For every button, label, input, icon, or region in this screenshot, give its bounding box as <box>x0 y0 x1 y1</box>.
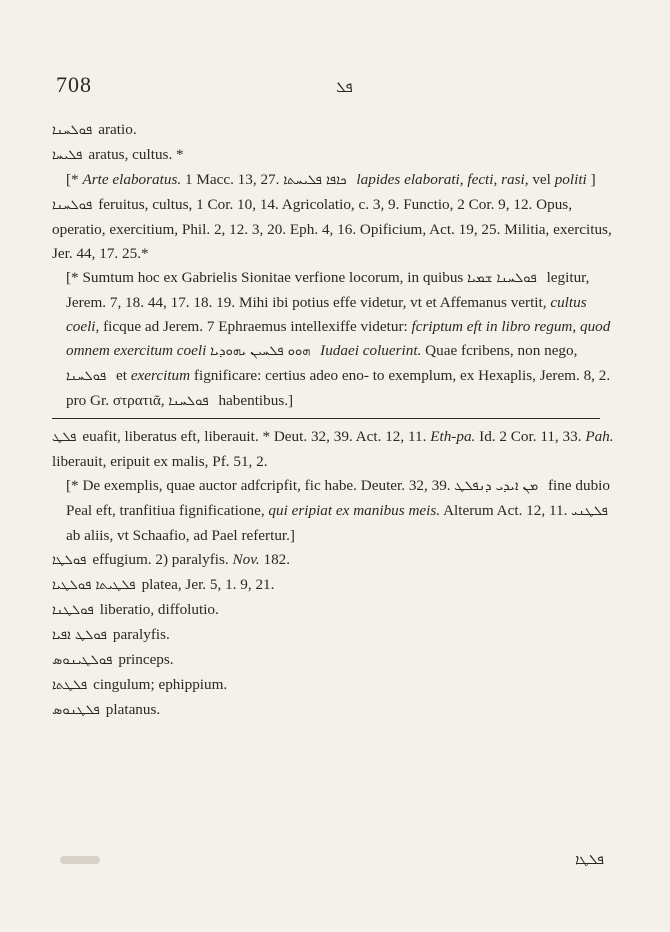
syriac-headword: ܦܘܠܛ ܐܦܝܐ <box>52 628 107 643</box>
dictionary-entry <box>52 193 620 266</box>
text-run: [* Sumtum hoc ex Gabrielis Sionitae verfione locorum, in quibus <box>66 269 468 286</box>
ink-smudge <box>60 856 100 864</box>
dictionary-entry <box>52 573 620 598</box>
editor-note <box>52 474 620 548</box>
editor-note <box>52 168 620 193</box>
definition: feruitus, cultus, 1 Cor. 10, 14. Agricolatio, c. 3, 9. Functio, 2 Cor. 9, 12. Opus, operatio, exercitium, Phil. 2, 12. 3, 20. Eph. 4, 16. Opificium, Act. 19, 25. Militia, exercitus, Jer. 44, 17. 25.* <box>52 196 612 262</box>
text-run: vel <box>528 171 555 188</box>
italic-text: Eth-pa. <box>430 428 476 445</box>
text-run: ] <box>586 171 596 188</box>
italic-text: cultus coeli, <box>66 294 587 335</box>
definition: platea, Jer. 5, 1. 9, 21. <box>141 576 275 593</box>
dictionary-entry <box>52 698 620 723</box>
syriac-term: ܦܘܠܚܢܐ ܫܡܝܐ <box>467 271 537 286</box>
text-run: 1 Macc. 13, 27. <box>181 171 284 188</box>
syriac-headword: ܦܠܛܬܐ <box>52 678 88 693</box>
text-run: [* <box>66 171 83 188</box>
text-run: et <box>112 367 131 384</box>
italic-text: Iudaei coluerint. <box>320 342 422 359</box>
syriac-term: ܦܘܠܚܢܐ <box>66 369 107 384</box>
syriac-headword: ܦܘܠܛܝܢܘܣ <box>52 653 113 668</box>
syriac-term: ܡܢ ܐܝܕܝ ܕܢܦܠܛ <box>454 479 539 494</box>
syriac-term: ܦܘܠܚܢܐ <box>168 394 209 409</box>
running-head: ܦܠ <box>336 78 353 96</box>
section-rule <box>52 418 600 419</box>
text-run: ficque ad Jerem. 7 Ephraemus intellexiffe videtur: <box>99 318 412 335</box>
syriac-headword: ܦܘܠܚܢܐ <box>52 198 93 213</box>
page-number: 708 <box>56 72 92 97</box>
dictionary-entry <box>52 425 620 474</box>
dictionary-entry <box>52 648 620 673</box>
italic-text: exercitum <box>130 367 191 384</box>
text-run: habentibus.] <box>214 392 294 409</box>
dictionary-entry <box>52 548 620 573</box>
italic-text: fcriptum eft in libro regum, quod omnem exercitum coeli <box>66 318 611 359</box>
text-run: Quae fcribens, non nego, <box>421 342 578 359</box>
text-run: liberauit, eripuit ex malis, Pf. 51, 2. <box>52 453 268 470</box>
entries-body <box>52 118 620 723</box>
text-run: legitur, Jerem. 7, 18. 44, 17. 18. 19. Mihi ibi potius effe videtur, vt et Affemanus vertit, <box>66 269 590 311</box>
definition: liberatio, diffolutio. <box>99 601 219 618</box>
definition: platanus. <box>105 701 161 718</box>
catchword: ܦܠܛܐ <box>575 852 604 868</box>
text-run: ab aliis, vt Schaafio, ad Pael refertur.] <box>66 527 295 544</box>
italic-text: Arte elaboratus. <box>82 171 182 188</box>
syriac-headword: ܦܠܛܢܘܣ <box>52 703 100 718</box>
page-header <box>56 72 616 108</box>
italic-text: Nov. <box>232 551 260 568</box>
syriac-headword: ܦܘܠܛܢܐ <box>52 603 94 618</box>
italic-text: qui eripiat ex manibus meis. <box>268 502 441 519</box>
dictionary-entry <box>52 118 620 143</box>
text-run: fignificare: certius adeo eno- to exemplum, ex Hexaplis, Jerem. 8, 2. pro Gr. στρατιᾶ, <box>66 367 611 409</box>
syriac-term: ܦܠܛܢܝ <box>571 504 608 519</box>
syriac-term: ܟܐܦܐ ܦܠܝܚܬܐ <box>283 173 347 188</box>
syriac-headword: ܦܘܠܛܐ <box>52 553 87 568</box>
text-run: Alterum Act. 12, 11. <box>440 502 572 519</box>
italic-text: lapides elaborati, fecti, rasi, <box>356 171 529 188</box>
text-run: [* De exemplis, quae auctor adfcripfit, fic habe. Deuter. 32, 39. <box>66 477 455 494</box>
syriac-term: ܗܘܘ ܦܠܚܝܢ ܝܗܘܕܝܐ <box>210 344 311 359</box>
syriac-headword: ܦܠܝܚܐ <box>52 148 83 163</box>
syriac-headword: ܦܠܛܝܬܐ ܦܘܠܛܝܐ <box>52 578 136 593</box>
definition: princeps. <box>118 651 174 668</box>
text-run: Id. 2 Cor. 11, 33. <box>475 428 586 445</box>
syriac-headword: ܦܠܛ <box>52 430 77 445</box>
editor-note <box>52 266 620 414</box>
definition: effugium. 2) paralyfis. <box>92 551 233 568</box>
dictionary-entry <box>52 673 620 698</box>
definition: aratio. <box>98 121 137 138</box>
dictionary-entry <box>52 143 620 168</box>
definition: aratus, cultus. * <box>88 146 184 163</box>
italic-text: Pah. <box>585 428 614 445</box>
text-run: 182. <box>259 551 291 568</box>
syriac-headword: ܦܘܠܚܢܐ <box>52 123 93 138</box>
dictionary-entry <box>52 623 620 648</box>
definition: paralyfis. <box>112 626 170 643</box>
italic-text: politi <box>554 171 587 188</box>
definition: cingulum; ephippium. <box>93 676 228 693</box>
text-run: fine dubio Peal eft, tranfitiua fignificatione, <box>66 477 610 519</box>
definition: euafit, liberatus eft, liberauit. * Deut. 32, 39. Act. 12, 11. <box>82 428 431 445</box>
dictionary-entry <box>52 598 620 623</box>
